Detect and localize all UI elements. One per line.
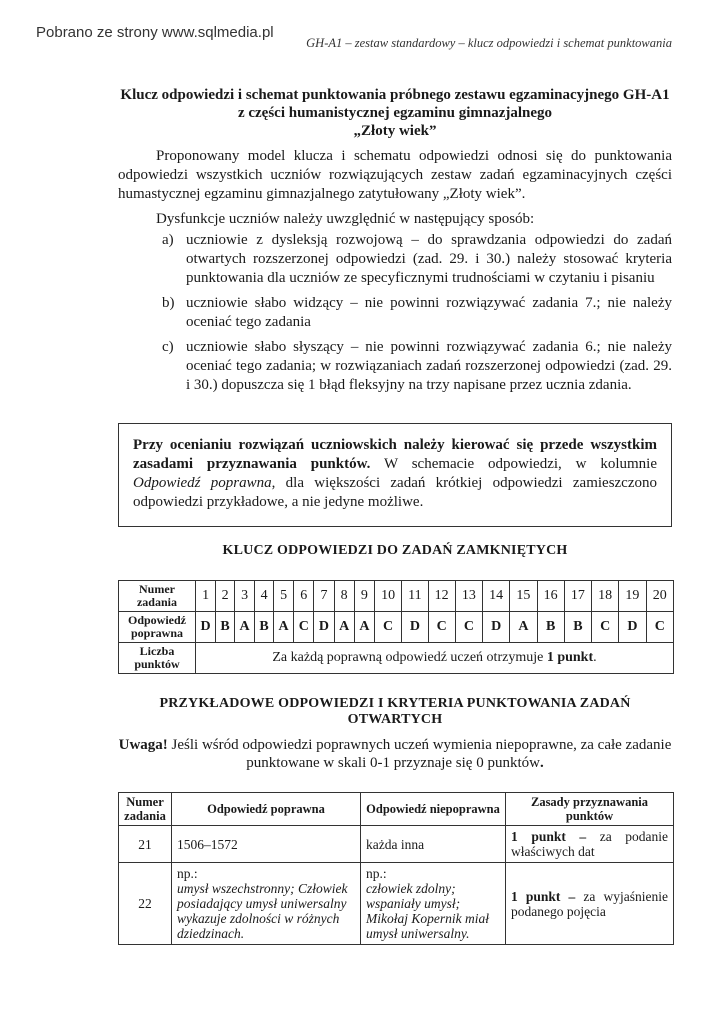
- task-number-cell: 13: [455, 581, 482, 612]
- task-number-cell: 12: [428, 581, 455, 612]
- correct-answer: [172, 863, 361, 945]
- document-page: [118, 86, 672, 945]
- task-number-cell: 16: [537, 581, 564, 612]
- title-line-2: z części humanistycznej egzaminu gimnazjalnego: [237, 105, 553, 121]
- list-item-text: uczniowie słabo widzący – nie powinni rozwiązywać zadania 7.; nie należy oceniać tego zadania: [186, 295, 672, 330]
- task-number-cell: 14: [483, 581, 510, 612]
- answer-cell: A: [234, 612, 254, 643]
- col-header-correct: Odpowiedź poprawna: [172, 793, 361, 826]
- scoring-note-box: [118, 423, 672, 527]
- task-number-cell: 20: [646, 581, 673, 612]
- task-number-cell: 7: [314, 581, 334, 612]
- title-line-3: „Złoty wiek”: [353, 123, 437, 139]
- intro-paragraph: Proponowany model klucza i schematu odpowiedzi odnosi się do punktowania odpowiedzi wszystkich uczniów rozwiązujących zestaw zadań egzaminacyjnych części humastycznej egzaminu gimnazjalnego zatytułowany „Złoty wiek”.: [118, 148, 672, 202]
- list-item-text: uczniowie słabo słyszący – nie powinni rozwiązywać zadania 6.; nie należy oceniać tego zadania; w rozwiązaniach zadań rozszerzonej odpowiedzi (zad. 29. i 30.) dopuszcza się 1 błąd fleksyjny na trzy napisane przez ucznia zdania.: [186, 339, 672, 393]
- dysfunctions-intro: Dysfunkcje uczniów należy uwzględnić w następujący sposób:: [156, 211, 535, 227]
- row-label-number: Numer zadania: [119, 581, 196, 612]
- task-number-cell: 19: [619, 581, 646, 612]
- list-item: [118, 294, 672, 332]
- answer-cell: D: [619, 612, 646, 643]
- scoring-rule-text: za wyjaśnienie podanego pojęcia: [511, 888, 668, 919]
- warning-note: [118, 736, 672, 772]
- scoring-rule: [506, 826, 674, 863]
- warning-text: Jeśli wśród odpowiedzi poprawnych uczeń wymienia niepoprawne, za całe zadanie punktowane w skali 0-1 przyznaje się 0 punktów: [167, 737, 672, 771]
- incorrect-answer-prefix: np.:: [366, 866, 387, 881]
- incorrect-answer: [361, 826, 506, 863]
- task-number-cell: 6: [294, 581, 314, 612]
- answer-cell: B: [255, 612, 274, 643]
- correct-answer-prefix: np.:: [177, 866, 198, 881]
- answer-cell: D: [483, 612, 510, 643]
- dysfunctions-list: [118, 231, 672, 395]
- correct-answer: [172, 826, 361, 863]
- answer-cell: C: [592, 612, 619, 643]
- table-row: [119, 643, 674, 674]
- task-number-cell: 3: [234, 581, 254, 612]
- answer-cell: A: [334, 612, 354, 643]
- open-answers-table: [118, 792, 674, 945]
- note-text-2: , dla większości zadań krótkiej odpowiedzi zamieszczono odpowiedzi przykładowe, a nie jedyne możliwe.: [133, 475, 658, 510]
- running-header: GH-A1 – zestaw standardowy – klucz odpowiedzi i schemat punktowania: [306, 36, 672, 50]
- table-row: [119, 863, 674, 945]
- list-marker: a): [162, 232, 174, 248]
- answer-cell: C: [455, 612, 482, 643]
- correct-answer-text: umysł wszechstronny; Człowiek posiadający umysł uniwersalny wykazuje zdolności w różnych dziedzinach.: [177, 881, 348, 941]
- task-number: 22: [119, 863, 172, 945]
- points-rule-cell: [196, 643, 674, 674]
- scoring-rule-bold: 1 punkt –: [511, 829, 587, 844]
- task-number-cell: 8: [334, 581, 354, 612]
- table-header-row: [119, 793, 674, 826]
- task-number-cell: 10: [374, 581, 401, 612]
- correct-answer-text: 1506–1572: [177, 836, 238, 852]
- incorrect-answer-text: człowiek zdolny; wspaniały umysł; Mikołaj Kopernik miał umysł uniwersalny.: [366, 881, 489, 941]
- table-row: [119, 612, 674, 643]
- table-row: [119, 581, 674, 612]
- scoring-rule-text: za podanie właściwych dat: [511, 829, 668, 859]
- scoring-rule: [506, 863, 674, 945]
- points-rule-text: Za każdą poprawną odpowiedź uczeń otrzymuje: [272, 650, 547, 665]
- answer-cell: B: [216, 612, 235, 643]
- row-label-points: Liczba punktów: [119, 643, 196, 674]
- warning-bold: Uwaga!: [118, 737, 168, 753]
- incorrect-answer: [361, 863, 506, 945]
- note-bold: Przy ocenianiu rozwiązań uczniowskich należy kierować się przede wszystkim zasadami przyznawania punktów.: [133, 437, 657, 472]
- list-marker: c): [162, 339, 174, 355]
- answer-cell: D: [314, 612, 334, 643]
- answer-cell: B: [564, 612, 591, 643]
- answer-cell: A: [354, 612, 374, 643]
- watermark: Pobrano ze strony www.sqlmedia.pl: [36, 24, 274, 41]
- col-header-number: Numer zadania: [119, 793, 172, 826]
- task-number-cell: 2: [216, 581, 235, 612]
- answer-cell: C: [374, 612, 401, 643]
- document-title: [118, 86, 672, 140]
- closed-tasks-heading: KLUCZ ODPOWIEDZI DO ZADAŃ ZAMKNIĘTYCH: [222, 543, 568, 558]
- col-header-incorrect: Odpowiedź niepoprawna: [361, 793, 506, 826]
- task-number-cell: 18: [592, 581, 619, 612]
- task-number: 21: [119, 826, 172, 863]
- task-number-cell: 17: [564, 581, 591, 612]
- list-marker: b): [162, 295, 175, 311]
- task-number-cell: 4: [255, 581, 274, 612]
- points-rule-end: .: [593, 650, 597, 665]
- warning-end: .: [539, 755, 544, 771]
- col-header-rules: Zasady przyznawania punktów: [506, 793, 674, 826]
- answer-cell: C: [646, 612, 673, 643]
- note-text-1: W schemacie odpowiedzi, w kolumnie: [370, 456, 657, 472]
- answer-cell: A: [273, 612, 293, 643]
- open-tasks-heading: PRZYKŁADOWE ODPOWIEDZI I KRYTERIA PUNKTOWANIA ZADAŃ OTWARTYCH: [159, 696, 631, 727]
- closed-answers-table: [118, 580, 674, 674]
- answer-cell: D: [402, 612, 428, 643]
- answer-cell: C: [428, 612, 455, 643]
- task-number-cell: 9: [354, 581, 374, 612]
- row-label-answer: Odpowiedź poprawna: [119, 612, 196, 643]
- list-item: [118, 338, 672, 395]
- table-row: [119, 826, 674, 863]
- task-number-cell: 15: [510, 581, 537, 612]
- task-number-cell: 11: [402, 581, 428, 612]
- scoring-rule-bold: 1 punkt –: [511, 888, 576, 904]
- answer-cell: C: [294, 612, 314, 643]
- answer-cell: A: [510, 612, 537, 643]
- note-italic: Odpowiedź poprawna: [133, 475, 272, 491]
- incorrect-answer-text: każda inna: [366, 836, 425, 852]
- list-item: [118, 231, 672, 288]
- task-number-cell: 5: [273, 581, 293, 612]
- answer-cell: B: [537, 612, 564, 643]
- points-rule-bold: 1 punkt: [546, 650, 594, 665]
- list-item-text: uczniowie z dysleksją rozwojową – do sprawdzania odpowiedzi do zadań otwartych rozszerzonej odpowiedzi (zad. 29. i 30.) należy stosować kryteria punktowania dla uczniów ze specyficznymi trudnościami w czytaniu i pisaniu: [186, 232, 672, 286]
- title-line-1: Klucz odpowiedzi i schemat punktowania próbnego zestawu egzaminacyjnego GH-A1: [120, 87, 670, 103]
- answer-cell: D: [196, 612, 216, 643]
- task-number-cell: 1: [196, 581, 216, 612]
